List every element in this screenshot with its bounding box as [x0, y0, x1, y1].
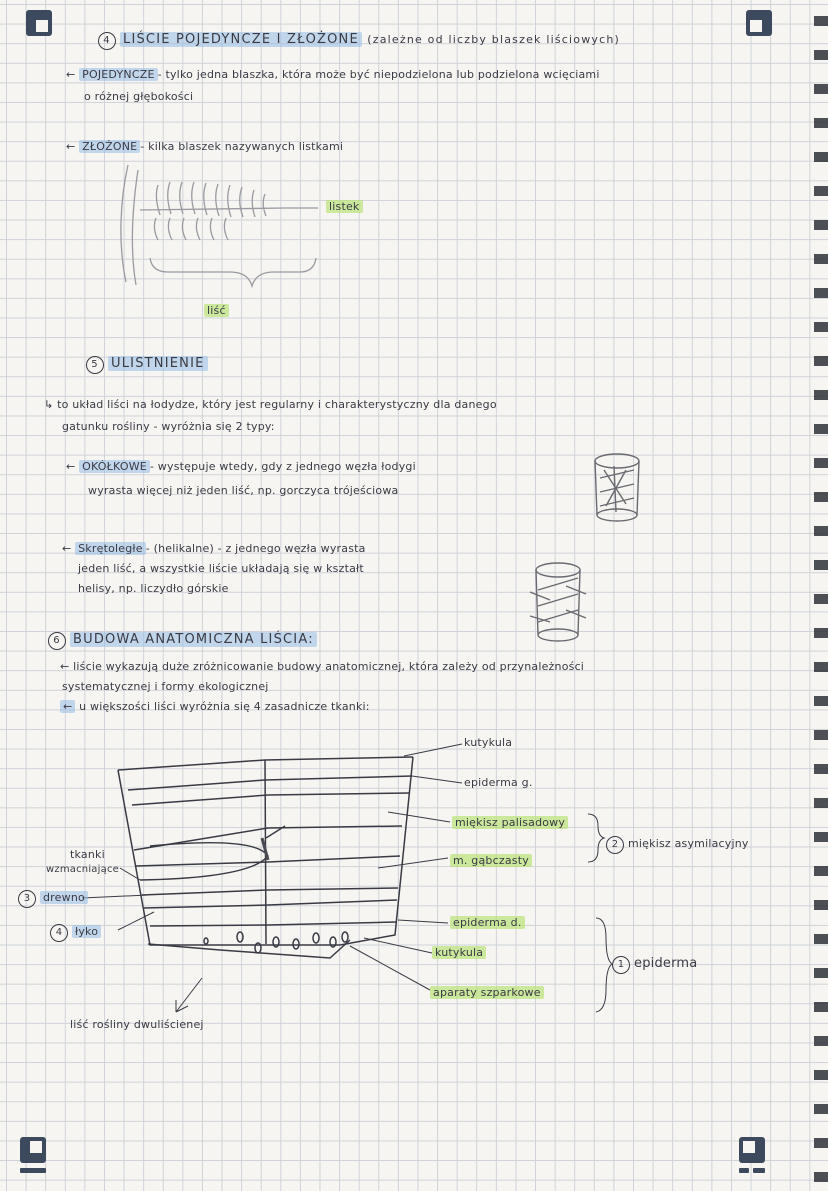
label-wzmacniajace: wzmacniające [46, 864, 119, 875]
item-pojedyncze: ← POJEDYNCZE - tylko jedna blaszka, która może być niepodzielona lub podzielona wcięciami [66, 68, 600, 81]
section-title: ULISTNIENIE [108, 356, 208, 371]
label-lyko: 4 łyko [50, 924, 101, 942]
label-lisc: liść [204, 304, 229, 317]
label-kutykula-bottom: kutykula [432, 946, 486, 959]
group-1-label: 1 epiderma [612, 956, 697, 974]
section-6-line1: ← liście wykazują duże zróżnicowanie budowy anatomicznej, która zależy od przynależności [60, 660, 585, 673]
label-epiderma-d: epiderma d. [450, 916, 525, 929]
term: POJEDYNCZE [79, 68, 157, 81]
label-listek: listek [326, 200, 363, 213]
section-5-intro-cont: gatunku rośliny - wyróżnia się 2 typy: [62, 420, 275, 433]
label-tkanki: tkanki [70, 848, 105, 861]
label-aparaty-szparkowe: aparaty szparkowe [430, 986, 544, 999]
section-title: BUDOWA ANATOMICZNA LIŚCIA: [70, 632, 317, 647]
label-miekisz-palisadowy: miękisz palisadowy [452, 816, 568, 829]
type-skretolegle: ← Skrętoległe - (helikalne) - z jednego węzła wyrasta [62, 542, 366, 555]
term: OKÓŁKOWE [79, 460, 150, 473]
type-skretolegle-cont1: jeden liść, a wszystkie liście układają się w kształt [78, 562, 364, 575]
section-title: LIŚCIE POJEDYNCZE I ZŁOŻONE [120, 32, 362, 47]
term: Skrętoległe [75, 542, 146, 555]
group-2-label: 2 miękisz asymilacyjny [606, 836, 749, 854]
label-epiderma-g: epiderma g. [464, 776, 533, 789]
item-pojedyncze-cont: o różnej głębokości [84, 90, 194, 103]
definition: - (helikalne) - z jednego węzła wyrasta [145, 542, 366, 555]
definition: - tylko jedna blaszka, która może być niepodzielona lub podzielona wcięciami [157, 68, 600, 81]
section-6-line3: ← u większości liści wyróżnia się 4 zasadnicze tkanki: [60, 700, 370, 713]
section-5-intro: ↳ to układ liści na łodydze, który jest regularny i charakterystyczny dla danego [44, 398, 497, 411]
diagram-caption: liść rośliny dwuliścienej [70, 1018, 204, 1031]
label-drewno: 3 drewno [18, 890, 88, 908]
item-zlozone: ← ZŁOŻONE - kilka blaszek nazywanych listkami [66, 140, 344, 153]
type-okolkowe: ← OKÓŁKOWE - występuje wtedy, gdy z jednego węzła łodygi [66, 460, 416, 473]
label-kutykula-top: kutykula [464, 736, 513, 749]
section-number: 4 [98, 32, 116, 50]
term: ZŁOŻONE [79, 140, 140, 153]
section-subtitle: (zależne od liczby blaszek liściowych) [367, 33, 621, 46]
section-number: 5 [86, 356, 104, 374]
type-skretolegle-cont2: helisy, np. liczydło górskie [78, 582, 229, 595]
label-m-gabczasty: m. gąbczasty [450, 854, 532, 867]
type-okolkowe-cont: wyrasta więcej niż jeden liść, np. gorczyca trójeściowa [88, 484, 399, 497]
definition: - kilka blaszek nazywanych listkami [140, 140, 344, 153]
definition: - występuje wtedy, gdy z jednego węzła łodygi [149, 460, 416, 473]
section-6-line2: systematycznej i formy ekologicznej [62, 680, 269, 693]
section-number: 6 [48, 632, 66, 650]
